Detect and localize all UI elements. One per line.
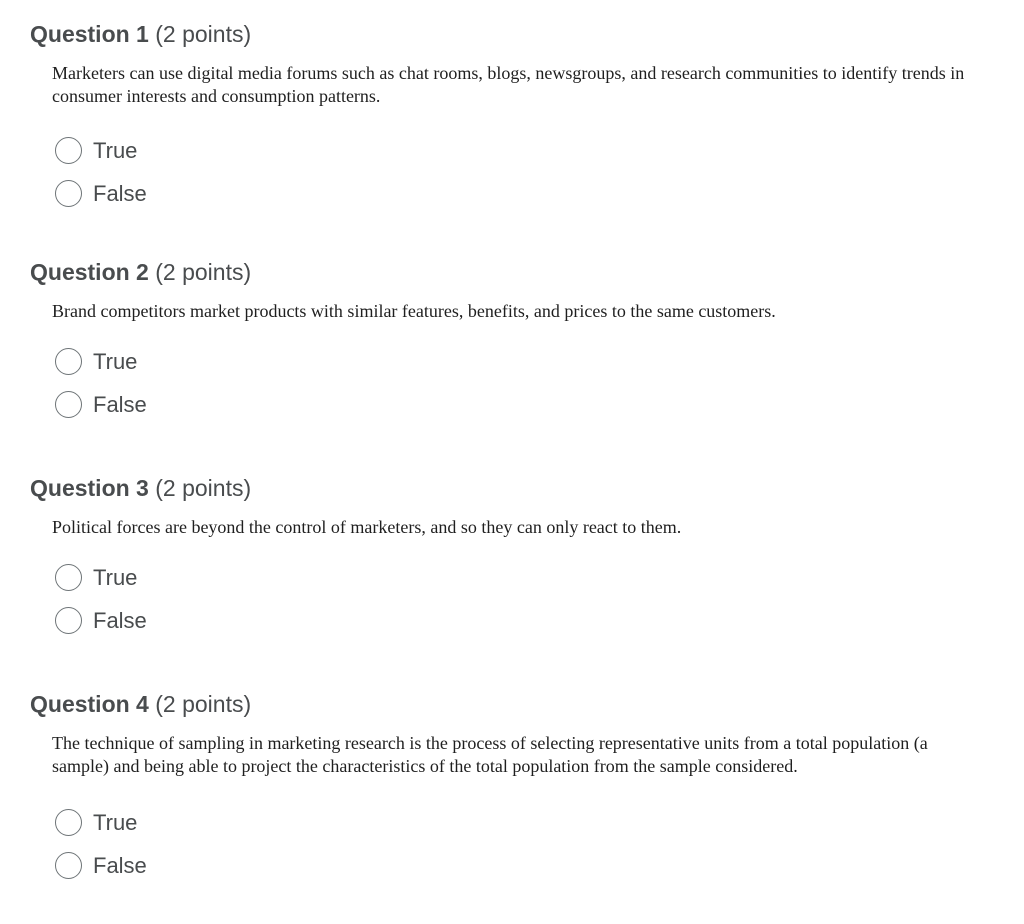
option-false[interactable] xyxy=(55,844,990,887)
question-header xyxy=(30,258,990,286)
option-false[interactable] xyxy=(55,383,990,426)
question-1 xyxy=(30,20,990,215)
option-true[interactable] xyxy=(55,556,990,599)
option-label: False xyxy=(93,607,147,633)
question-header xyxy=(30,474,990,502)
option-label: False xyxy=(93,852,147,878)
option-label: False xyxy=(93,391,147,417)
option-label: True xyxy=(93,348,138,374)
answer-options xyxy=(55,129,990,215)
radio-button[interactable] xyxy=(55,852,82,879)
question-2 xyxy=(30,258,990,426)
option-true[interactable] xyxy=(55,340,990,383)
radio-button[interactable] xyxy=(55,391,82,418)
answer-options xyxy=(55,556,990,642)
question-header xyxy=(30,690,990,718)
question-text: Political forces are beyond the control of marketers, and so they can only react to them. xyxy=(52,517,682,537)
option-true[interactable] xyxy=(55,801,990,844)
question-4 xyxy=(30,690,990,887)
option-false[interactable] xyxy=(55,172,990,215)
question-points: (2 points) xyxy=(155,691,252,717)
question-title: Question 4 xyxy=(30,691,149,717)
option-false[interactable] xyxy=(55,599,990,642)
question-title: Question 2 xyxy=(30,259,149,285)
option-label: True xyxy=(93,809,138,835)
question-header xyxy=(30,20,990,48)
option-label: True xyxy=(93,564,138,590)
question-title: Question 1 xyxy=(30,21,149,47)
answer-options xyxy=(55,801,990,887)
question-points: (2 points) xyxy=(155,21,252,47)
question-points: (2 points) xyxy=(155,475,252,501)
question-text: Brand competitors market products with similar features, benefits, and prices to the same customers. xyxy=(52,301,776,321)
question-points: (2 points) xyxy=(155,259,252,285)
option-true[interactable] xyxy=(55,129,990,172)
answer-options xyxy=(55,340,990,426)
radio-button[interactable] xyxy=(55,348,82,375)
radio-button[interactable] xyxy=(55,809,82,836)
question-text: Marketers can use digital media forums such as chat rooms, blogs, newsgroups, and research communities to identify trends in consumer interests and consumption patterns. xyxy=(52,63,965,106)
radio-button[interactable] xyxy=(55,607,82,634)
radio-button[interactable] xyxy=(55,137,82,164)
radio-button[interactable] xyxy=(55,564,82,591)
question-text: The technique of sampling in marketing research is the process of selecting representative units from a total population (a sample) and being able to project the characteristics of the total population from the sample considered. xyxy=(52,733,928,776)
question-title: Question 3 xyxy=(30,475,149,501)
radio-button[interactable] xyxy=(55,180,82,207)
option-label: False xyxy=(93,180,147,206)
option-label: True xyxy=(93,137,138,163)
question-3 xyxy=(30,474,990,642)
